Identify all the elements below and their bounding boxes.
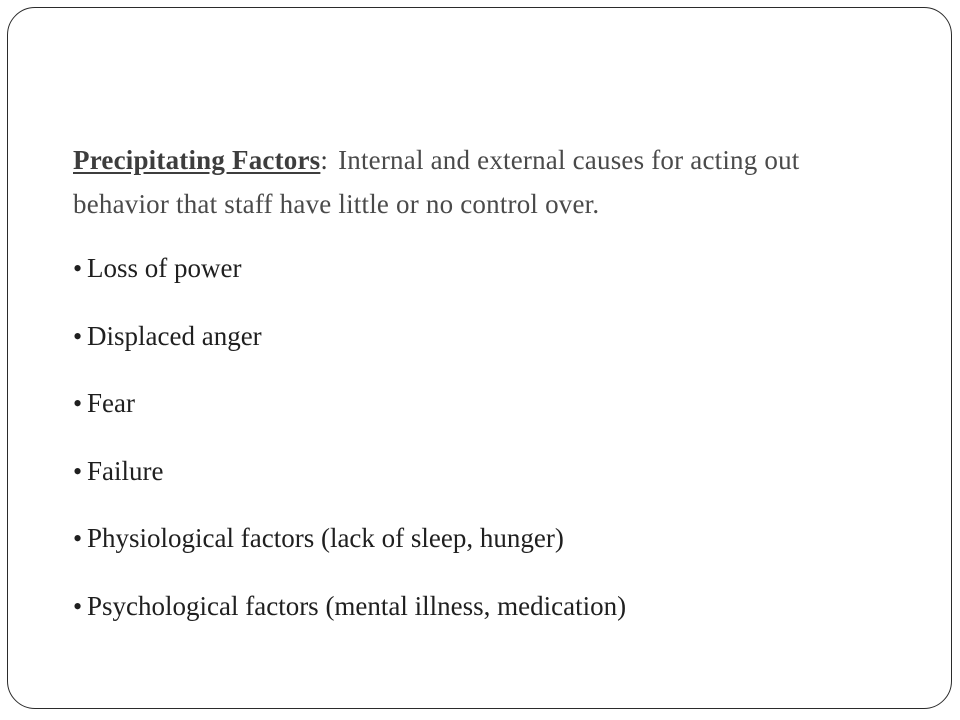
list-item-label: Physiological factors (lack of sleep, hunger) <box>87 523 564 553</box>
bullet-icon: • <box>73 321 83 351</box>
factor-list <box>73 252 893 623</box>
list-item-label: Psychological factors (mental illness, medication) <box>87 590 627 621</box>
list-item-label: Fear <box>87 388 135 418</box>
slide-content <box>73 138 893 657</box>
list-item <box>73 252 893 285</box>
bullet-icon: • <box>73 254 83 283</box>
bullet-icon: • <box>73 389 83 418</box>
term-heading: Precipitating Factors <box>73 145 321 175</box>
term-description: Internal and external causes for acting out behavior that staff have little or no control over. <box>73 145 800 219</box>
list-item <box>73 455 893 488</box>
intro-paragraph <box>73 138 893 226</box>
list-item-label: Displaced anger <box>87 320 262 351</box>
bullet-icon: • <box>73 524 83 553</box>
list-item-label: Loss of power <box>87 253 242 283</box>
list-item <box>73 522 893 555</box>
list-item-label: Failure <box>87 455 164 486</box>
list-item <box>73 590 893 623</box>
list-item <box>73 320 893 353</box>
bullet-icon: • <box>73 456 83 486</box>
list-item <box>73 387 893 420</box>
bullet-icon: • <box>73 591 83 621</box>
term-colon: : <box>320 145 329 175</box>
